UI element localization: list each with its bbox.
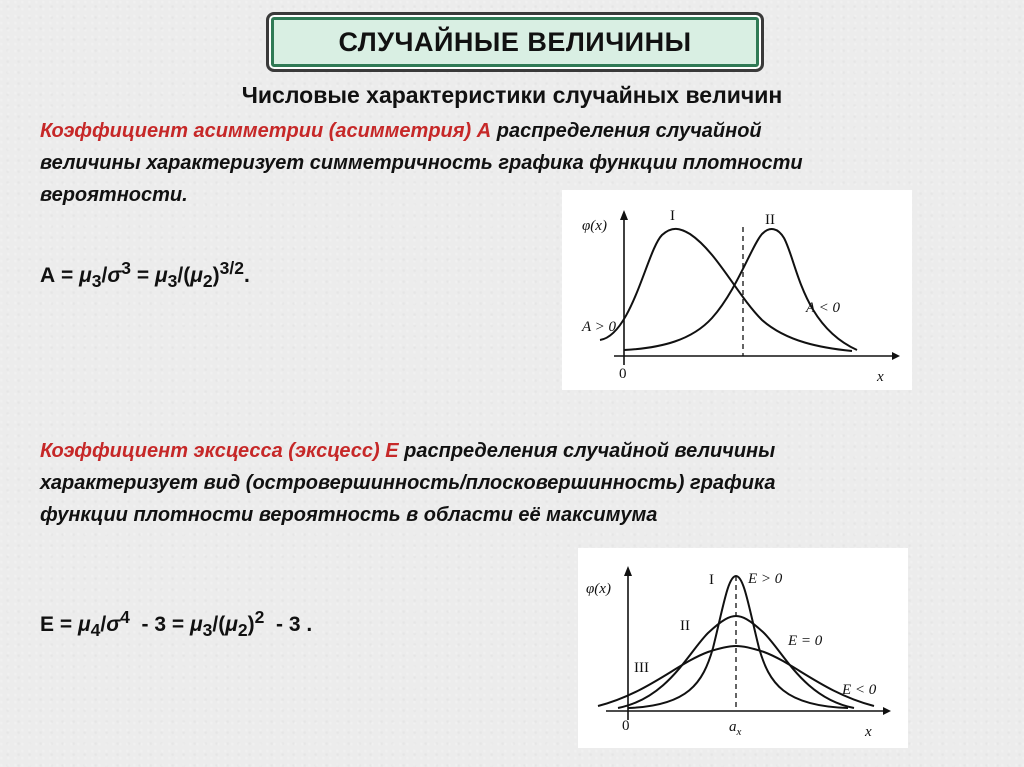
excess-graph	[578, 548, 908, 748]
formula-part: 4	[90, 620, 101, 641]
excess-line-2: характеризует вид (островершинность/плосковершинность) графика	[40, 472, 776, 494]
exc-curve-2-label: II	[680, 618, 690, 634]
exc-center-label: $a_x$	[729, 719, 742, 738]
asymmetry-term: Коэффициент асимметрии (асимметрия) А	[40, 120, 492, 142]
formula-part: А =	[40, 264, 80, 287]
exc-x-arrow	[883, 707, 891, 715]
formula-part: - 3 .	[264, 613, 313, 636]
asym-pos-label: A > 0	[582, 319, 617, 335]
formula-part: 3	[121, 258, 132, 278]
formula-part: μ	[190, 264, 203, 287]
asym-origin: 0	[619, 366, 627, 382]
asym-y-arrow	[620, 210, 628, 220]
excess-term: Коэффициент эксцесса (эксцесс) Е	[40, 440, 399, 462]
asym-curve-1-label: I	[670, 208, 675, 224]
exc-origin: 0	[622, 718, 630, 734]
excess-line-1	[40, 435, 1000, 467]
formula-part: /	[100, 613, 107, 636]
formula-part: μ	[189, 613, 203, 636]
formula-part: μ	[77, 613, 91, 636]
formula-part: 2	[237, 620, 248, 641]
exc-zero-label: E = 0	[788, 633, 823, 649]
asym-ylabel: φ(x)	[582, 218, 607, 234]
formula-part: - 3 =	[129, 613, 190, 636]
asymmetry-rest: распределения случайной	[491, 120, 762, 142]
excess-formula	[40, 607, 312, 641]
formula-part: μ	[79, 264, 92, 287]
formula-part: 3	[167, 271, 178, 292]
exc-pos-label: E > 0	[748, 571, 783, 587]
exc-xlabel: x	[865, 724, 872, 740]
exc-y-arrow	[624, 566, 632, 576]
asym-curve-1	[600, 229, 852, 351]
excess-rest: распределения случайной величины	[398, 440, 776, 462]
slide-title	[266, 12, 764, 72]
excess-paragraph	[40, 435, 1000, 531]
exc-curve-3-label: III	[634, 660, 649, 676]
asym-curve-2-label: II	[765, 212, 775, 228]
exc-ylabel: φ(x)	[586, 581, 611, 597]
formula-part: )	[247, 613, 255, 636]
formula-part: =	[131, 264, 155, 287]
asym-xlabel: x	[877, 369, 884, 385]
asym-x-arrow	[892, 352, 900, 360]
formula-part: /(	[212, 613, 226, 636]
asym-neg-label: A < 0	[806, 300, 841, 316]
asymmetry-line-2: величины характеризует симметричность графика функции плотности	[40, 152, 803, 174]
exc-curve-1-label: I	[709, 572, 714, 588]
formula-part: Е =	[40, 613, 78, 636]
formula-part: /(	[177, 264, 191, 287]
asymmetry-line-1	[40, 115, 1000, 147]
formula-part: 3/2	[219, 258, 244, 278]
formula-part: 3	[202, 620, 213, 641]
formula-part: σ	[107, 264, 122, 287]
asymmetry-graph	[562, 190, 912, 390]
excess-line-3: функции плотности вероятность в области её максимума	[40, 504, 658, 526]
slide-title-text: СЛУЧАЙНЫЕ ВЕЛИЧИНЫ	[338, 26, 692, 57]
formula-part: μ	[154, 264, 168, 287]
formula-part: μ	[225, 613, 238, 636]
formula-part: 3	[91, 271, 102, 292]
formula-part: .	[243, 264, 250, 287]
subtitle: Числовые характеристики случайных величин	[241, 82, 783, 108]
asym-curve-2	[624, 229, 857, 350]
formula-part: σ	[106, 613, 121, 636]
asymmetry-formula	[40, 258, 250, 292]
formula-part: /	[101, 264, 108, 287]
formula-part: )	[212, 264, 220, 287]
formula-part: 2	[202, 271, 213, 292]
asymmetry-line-3: вероятности.	[40, 184, 188, 206]
formula-part: 2	[254, 607, 265, 627]
formula-part: 4	[120, 607, 130, 627]
exc-neg-label: E < 0	[842, 682, 877, 698]
